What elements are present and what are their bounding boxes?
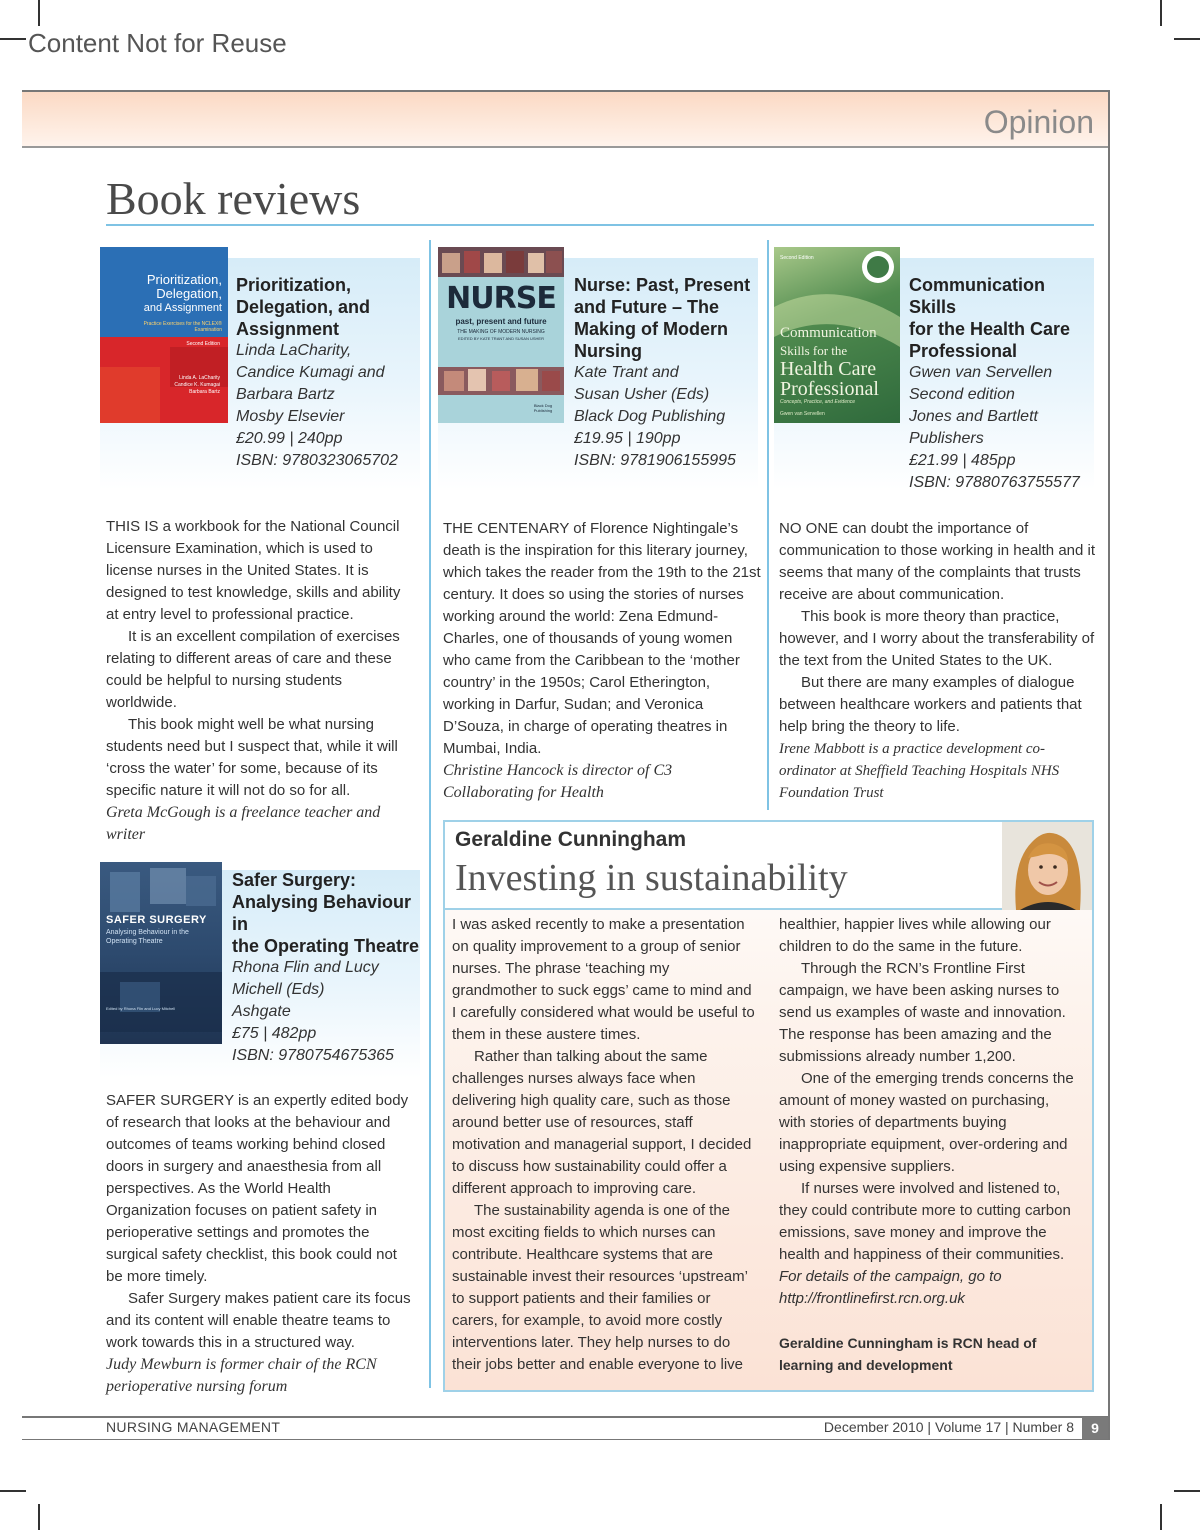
book-title: and Future – The (574, 297, 720, 317)
cover-title: Professional (780, 378, 879, 400)
reviewer-credit: Judy Mewburn is former chair of the RCN perioperative nursing forum (106, 1356, 377, 1395)
book-publisher: Ashgate (232, 1003, 291, 1020)
reviewer-credit: Greta McGough is a freelance teacher and writer (106, 804, 381, 843)
book-authors: Michell (Eds) (232, 981, 325, 998)
review-paragraph: NO ONE can doubt the importance of communication to those working in health and it seems that many of the complaints that trusts receive are about communication. (779, 520, 1096, 603)
reviewer-credit: Irene Mabbott is a practice development co-ordinator at Sheffield Teaching Hospitals NHS Foundation Trust (779, 741, 1060, 801)
cover-publisher: Black Dog Publishing (533, 403, 553, 413)
crop-mark (38, 0, 40, 26)
cover-subtitle: Concepts, Practice, and Evidence (780, 399, 856, 405)
author-portrait (1002, 822, 1092, 910)
book-title: Analysing Behaviour in (232, 892, 412, 934)
book-authors: Susan Usher (Eds) (574, 386, 710, 403)
book-title: Communication Skills (909, 275, 1046, 317)
crop-mark (1160, 0, 1162, 26)
book-title: Prioritization, (236, 275, 352, 295)
crop-mark (38, 1504, 40, 1530)
book-publisher: Black Dog Publishing (574, 408, 726, 425)
book-price: £75 | 482pp (232, 1025, 317, 1042)
opinion-paragraph: If nurses were involved and listened to, they could contribute more to cutting carbon emissions, save money and improve the health and happiness of their communities. (779, 1180, 1071, 1263)
cover-title: SAFER SURGERY (106, 914, 207, 926)
book-review (106, 516, 414, 846)
crop-mark (1160, 1504, 1162, 1530)
cover-edition: Second Edition (186, 341, 220, 347)
cover-title: Health Care (780, 358, 877, 380)
book-publisher: Mosby Elsevier (236, 408, 345, 425)
author-bio: Geraldine Cunningham is RCN head of learning and development (779, 1335, 1037, 1373)
book-isbn: ISBN: 97880763755577 (909, 474, 1080, 491)
cover-title: Skills for the (780, 343, 848, 358)
cover-subtitle: Analysing Behaviour in the Operating Theatre (106, 929, 189, 945)
opinion-paragraph: One of the emerging trends concerns the amount of money wasted on purchasing, with stories of departments buying inappropriate equipment, over-ordering and using expensive suppliers. (779, 1070, 1074, 1175)
crop-mark (0, 38, 26, 40)
opinion-paragraph: healthier, happier lives while allowing our children to do the same in the future. (779, 916, 1051, 955)
cover-editors: Edited by Rhona Flin and Lucy Mitchell (106, 1006, 176, 1011)
reviewer-credit: Christine Hancock is director of C3 Collaborating for Health (443, 762, 673, 801)
crop-mark (1174, 38, 1200, 40)
page-number: 9 (1082, 1417, 1108, 1439)
cover-tagline: THE MAKING OF MODERN NURSING (457, 329, 545, 335)
cover-subtitle: Practice Exercises for the NCLEX® Examination (143, 321, 222, 333)
book-title: Assignment (236, 319, 340, 339)
section-header (22, 92, 1108, 148)
book-details (236, 274, 420, 472)
review-paragraph: But there are many examples of dialogue between healthcare workers and patients that help bring the theory to life. (779, 674, 1082, 735)
book-authors: Linda LaCharity, (236, 342, 352, 359)
book-title: Nurse: Past, Present (574, 275, 751, 295)
footer-divider (22, 1439, 1110, 1440)
cover-author: Barbara Bartz (189, 389, 220, 395)
book-price: £19.95 | 190pp (574, 430, 681, 447)
book-authors: Rhona Flin and Lucy (232, 959, 379, 976)
cover-edition: Second Edition (780, 255, 814, 261)
book-cover (774, 247, 900, 423)
opinion-column (443, 820, 1094, 1392)
cover-author: Linda A. LaCharity (179, 375, 220, 381)
review-paragraph: This book might well be what nursing students need but I suspect that, while it will ‘cross the water’ for some, because of its specific nature it will not do so for all. (106, 716, 398, 799)
book-review (443, 518, 761, 804)
book-publisher: Jones and Bartlett (909, 408, 1038, 425)
column-divider (429, 240, 431, 1388)
cover-title: Communication (780, 325, 877, 341)
book-isbn: ISBN: 9780323065702 (236, 452, 398, 469)
review-paragraph: SAFER SURGERY is an expertly edited body of research that looks at the behaviour and outcomes of teams working behind closed doors in surgery and anaesthesia from all perspectives. As the World Health Organization focuses on patient safety in perioperative settings and promotes the surgical safety checklist, this book could not be more timely. (106, 1092, 409, 1285)
footer-divider (22, 1416, 1110, 1418)
campaign-link[interactable]: For details of the campaign, go to http://frontlinefirst.rcn.org.uk (779, 1268, 1002, 1307)
book-price: £21.99 | 485pp (909, 452, 1016, 469)
review-paragraph: This book is more theory than practice, however, and I worry about the transferability of the text from the United States to the UK. (779, 608, 1095, 669)
publication-name: NURSING MANAGEMENT (106, 1419, 281, 1435)
review-paragraph: It is an excellent compilation of exercises relating to different areas of care and these could be helpful to nursing students worldwide. (106, 628, 400, 711)
book-price: £20.99 | 240pp (236, 430, 343, 447)
book-title: Nursing (574, 341, 643, 361)
book-authors: Gwen van Servellen (909, 364, 1053, 381)
book-cover (100, 247, 228, 423)
cover-editors: EDITED BY KATE TRANT AND SUSAN USHER (458, 336, 544, 341)
book-review (779, 518, 1097, 804)
review-paragraph: THIS IS a workbook for the National Council Licensure Examination, which is used to license nurses in the United States. It is designed to test knowledge, skills and ability at entry level to professional practice. (106, 518, 401, 623)
cover-author: Candice K. Kumagai (174, 382, 220, 388)
book-title: Delegation, and (236, 297, 371, 317)
opinion-text-column (452, 914, 757, 1376)
opinion-text-column (779, 914, 1079, 1376)
page-title: Book reviews (106, 173, 361, 224)
review-paragraph: Safer Surgery makes patient care its focus and its content will enable theatre teams to work towards this in a structured way. (106, 1290, 411, 1351)
book-details (232, 869, 422, 1067)
section-label: Opinion (983, 104, 1094, 140)
crop-mark (1174, 1490, 1200, 1492)
cover-title: and Assignment (143, 302, 222, 314)
title-divider (106, 224, 1094, 226)
opinion-author: Geraldine Cunningham (455, 828, 687, 851)
cover-author: Gwen van Servellen (780, 411, 825, 417)
book-isbn: ISBN: 9781906155995 (574, 452, 736, 469)
column-divider (767, 240, 769, 810)
cover-art (100, 862, 222, 1044)
book-details (909, 274, 1094, 494)
opinion-paragraph: Rather than talking about the same challenges nurses always face when delivering high quality care, such as those around better use of resources, staff motivation and managerial support, I decided to discuss how sustainability could offer a different approach to improving care. (452, 1048, 752, 1197)
book-title: Safer Surgery: (232, 870, 357, 890)
book-authors: Kate Trant and (574, 364, 679, 381)
cover-title: NURSE (446, 281, 556, 316)
crop-mark (0, 1490, 26, 1492)
issue-info: December 2010 | Volume 17 | Number 8 (823, 1419, 1074, 1435)
book-title: Making of Modern (574, 319, 728, 339)
cover-title: Delegation, (156, 286, 222, 301)
review-paragraph: THE CENTENARY of Florence Nightingale’s death is the inspiration for this literary journey, which takes the reader from the 19th to the 21st century. It does so using the stories of nurses working around the world: Zena Edmund-Charles, one of thousands of young women who came from the Caribbean to the ‘mother country’ in the 1950s; Carol Etherington, working in Darfur, Sudan; and Veronica D’Souza, in charge of operating theatres in Mumbai, India. (443, 520, 761, 757)
book-isbn: ISBN: 9780754675365 (232, 1047, 394, 1064)
portrait-image (1002, 822, 1092, 910)
book-cover (438, 247, 564, 423)
book-edition: Second edition (909, 386, 1015, 403)
cover-title: Prioritization, (146, 272, 222, 287)
opinion-header (445, 822, 1092, 910)
book-authors: Candice Kumagi and (236, 364, 385, 381)
opinion-title: Investing in sustainability (455, 857, 848, 899)
book-authors: Barbara Bartz (236, 386, 335, 403)
book-details (574, 274, 758, 472)
opinion-paragraph: Through the RCN’s Frontline First campaign, we have been asking nurses to send us examples of waste and innovation. The response has been amazing and the submissions already number 1,200. (779, 960, 1066, 1065)
book-title: the Operating Theatre (232, 936, 420, 956)
book-title: Professional (909, 341, 1018, 361)
book-cover (100, 862, 222, 1044)
watermark: Content Not for Reuse (28, 28, 287, 58)
cover-art (438, 247, 564, 423)
opinion-paragraph: I was asked recently to make a presentation on quality improvement to a group of senior nurses. The phrase ‘teaching my grandmother to suck eggs’ came to mind and I carefully considered what would be useful to them in these austere times. (452, 916, 755, 1043)
book-publisher: Publishers (909, 430, 984, 447)
cover-subtitle: past, present and future (455, 317, 547, 326)
opinion-paragraph: The sustainability agenda is one of the most exciting fields to which nurses can contribute. Healthcare systems that are sustainable invest their resources ‘upstream’ to support patients and their families or carers, for example, to avoid more costly interventions later. They help nurses to do their jobs better and enable everyone to live (452, 1202, 748, 1373)
book-review (106, 1090, 416, 1398)
book-title: for the Health Care (909, 319, 1071, 339)
